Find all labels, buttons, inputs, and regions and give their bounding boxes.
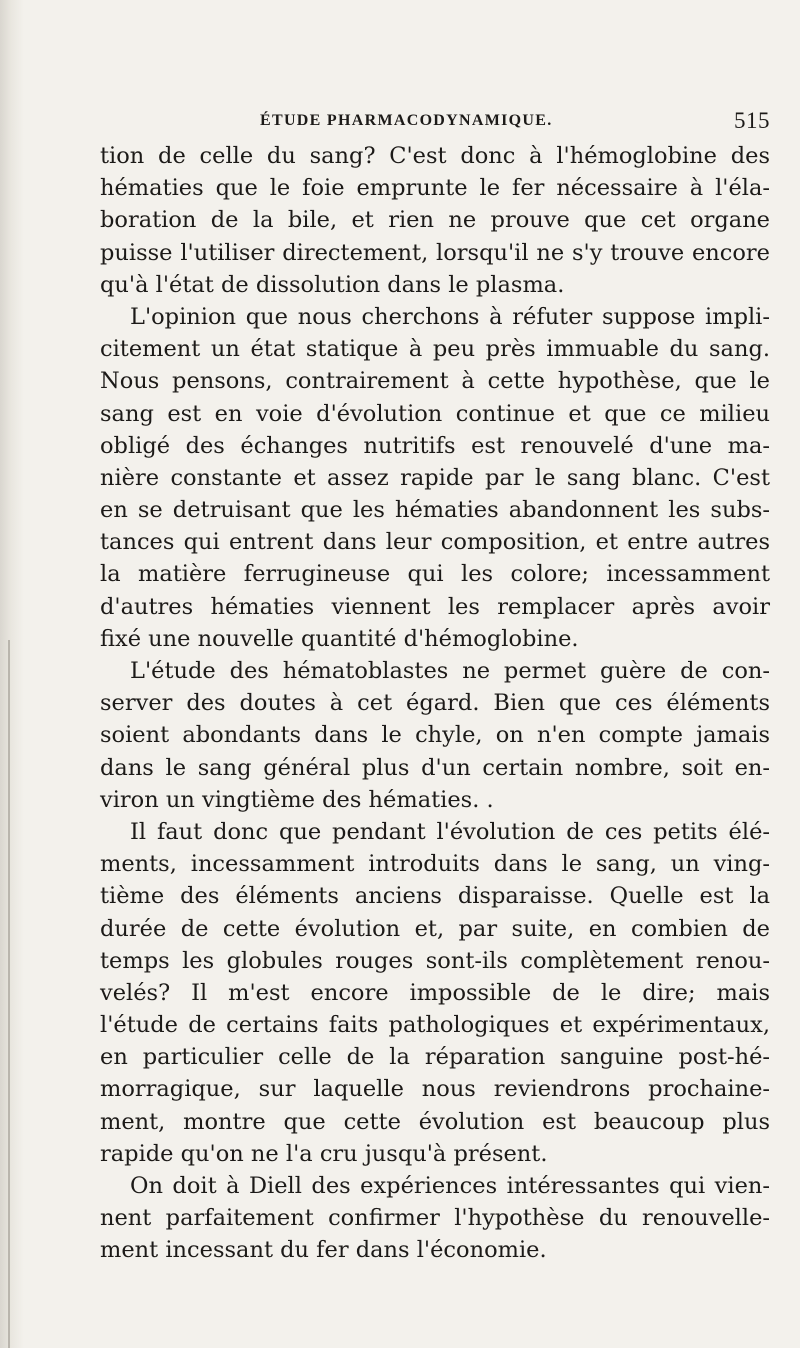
paragraph-start: L'opinion que nous cherchons à réfuter suppose impli- bbox=[130, 303, 770, 330]
text-line: en particulier celle de la réparation sanguine post-hé- bbox=[100, 1044, 770, 1071]
text-line: ments, incessamment introduits dans le sang, un ving- bbox=[100, 851, 770, 878]
paragraph-start: Il faut donc que pendant l'évolution de ces petits élé- bbox=[130, 818, 770, 845]
text-line: ment incessant du fer dans l'économie. bbox=[100, 1237, 547, 1264]
text-line: boration de la bile, et rien ne prouve que cet organe bbox=[100, 207, 770, 234]
text-line: qu'à l'état de dissolution dans le plasma. bbox=[100, 271, 565, 298]
text-line: nent parfaitement confirmer l'hypothèse du renouvelle- bbox=[100, 1205, 770, 1232]
text-line: fixé une nouvelle quantité d'hémoglobine. bbox=[100, 625, 579, 652]
text-line: server des doutes à cet égard. Bien que ces éléments bbox=[100, 690, 770, 717]
text-line: l'étude de certains faits pathologiques et expérimentaux, bbox=[100, 1012, 770, 1039]
text-line: d'autres hématies viennent les remplacer après avoir bbox=[100, 593, 770, 620]
page-number: 515 bbox=[734, 108, 770, 133]
text-line: sang est en voie d'évolution continue et que ce milieu bbox=[100, 400, 770, 427]
text-line: nière constante et assez rapide par le sang blanc. C'est bbox=[100, 464, 770, 491]
text-line: en se detruisant que les hématies abandonnent les subs- bbox=[100, 497, 770, 524]
body-text bbox=[100, 140, 770, 1267]
text-line: durée de cette évolution et, par suite, en combien de bbox=[100, 915, 770, 942]
text-line: ment, montre que cette évolution est beaucoup plus bbox=[100, 1108, 770, 1135]
text-line: citement un état statique à peu près immuable du sang. bbox=[100, 336, 770, 363]
text-line: la matière ferrugineuse qui les colore; incessamment bbox=[100, 561, 770, 588]
text-line: morragique, sur laquelle nous reviendrons prochaine- bbox=[100, 1076, 770, 1103]
text-line: tième des éléments anciens disparaisse. Quelle est la bbox=[100, 883, 770, 910]
paragraph-start: On doit à Diell des expériences intéressantes qui vien- bbox=[130, 1173, 770, 1199]
text-line: rapide qu'on ne l'a cru jusqu'à présent. bbox=[100, 1140, 548, 1167]
running-title: ÉTUDE PHARMACODYNAMIQUE. bbox=[260, 112, 553, 129]
text-line: dans le sang général plus d'un certain nombre, soit en- bbox=[100, 754, 770, 781]
text-line: puisse l'utiliser directement, lorsqu'il ne s'y trouve encore bbox=[100, 239, 770, 266]
paragraph-start: L'étude des hématoblastes ne permet guère de con- bbox=[130, 658, 770, 684]
text-line: velés? Il m'est encore impossible de le dire; mais bbox=[100, 979, 770, 1006]
running-head bbox=[130, 108, 770, 136]
text-line: temps les globules rouges sont-ils complètement renou- bbox=[100, 947, 770, 974]
text-line: tion de celle du sang? C'est donc à l'hémoglobine des bbox=[100, 143, 770, 169]
text-line: hématies que le foie emprunte le fer nécessaire à l'éla- bbox=[100, 175, 770, 202]
text-line: soient abondants dans le chyle, on n'en compte jamais bbox=[100, 722, 770, 749]
page-binding-edge bbox=[0, 0, 24, 1348]
text-line: obligé des échanges nutritifs est renouvelé d'une ma- bbox=[100, 432, 770, 459]
text-line: Nous pensons, contrairement à cette hypothèse, que le bbox=[100, 368, 770, 395]
text-line: viron un vingtième des hématies. . bbox=[100, 786, 494, 813]
text-line: tances qui entrent dans leur composition, et entre autres bbox=[100, 529, 770, 556]
